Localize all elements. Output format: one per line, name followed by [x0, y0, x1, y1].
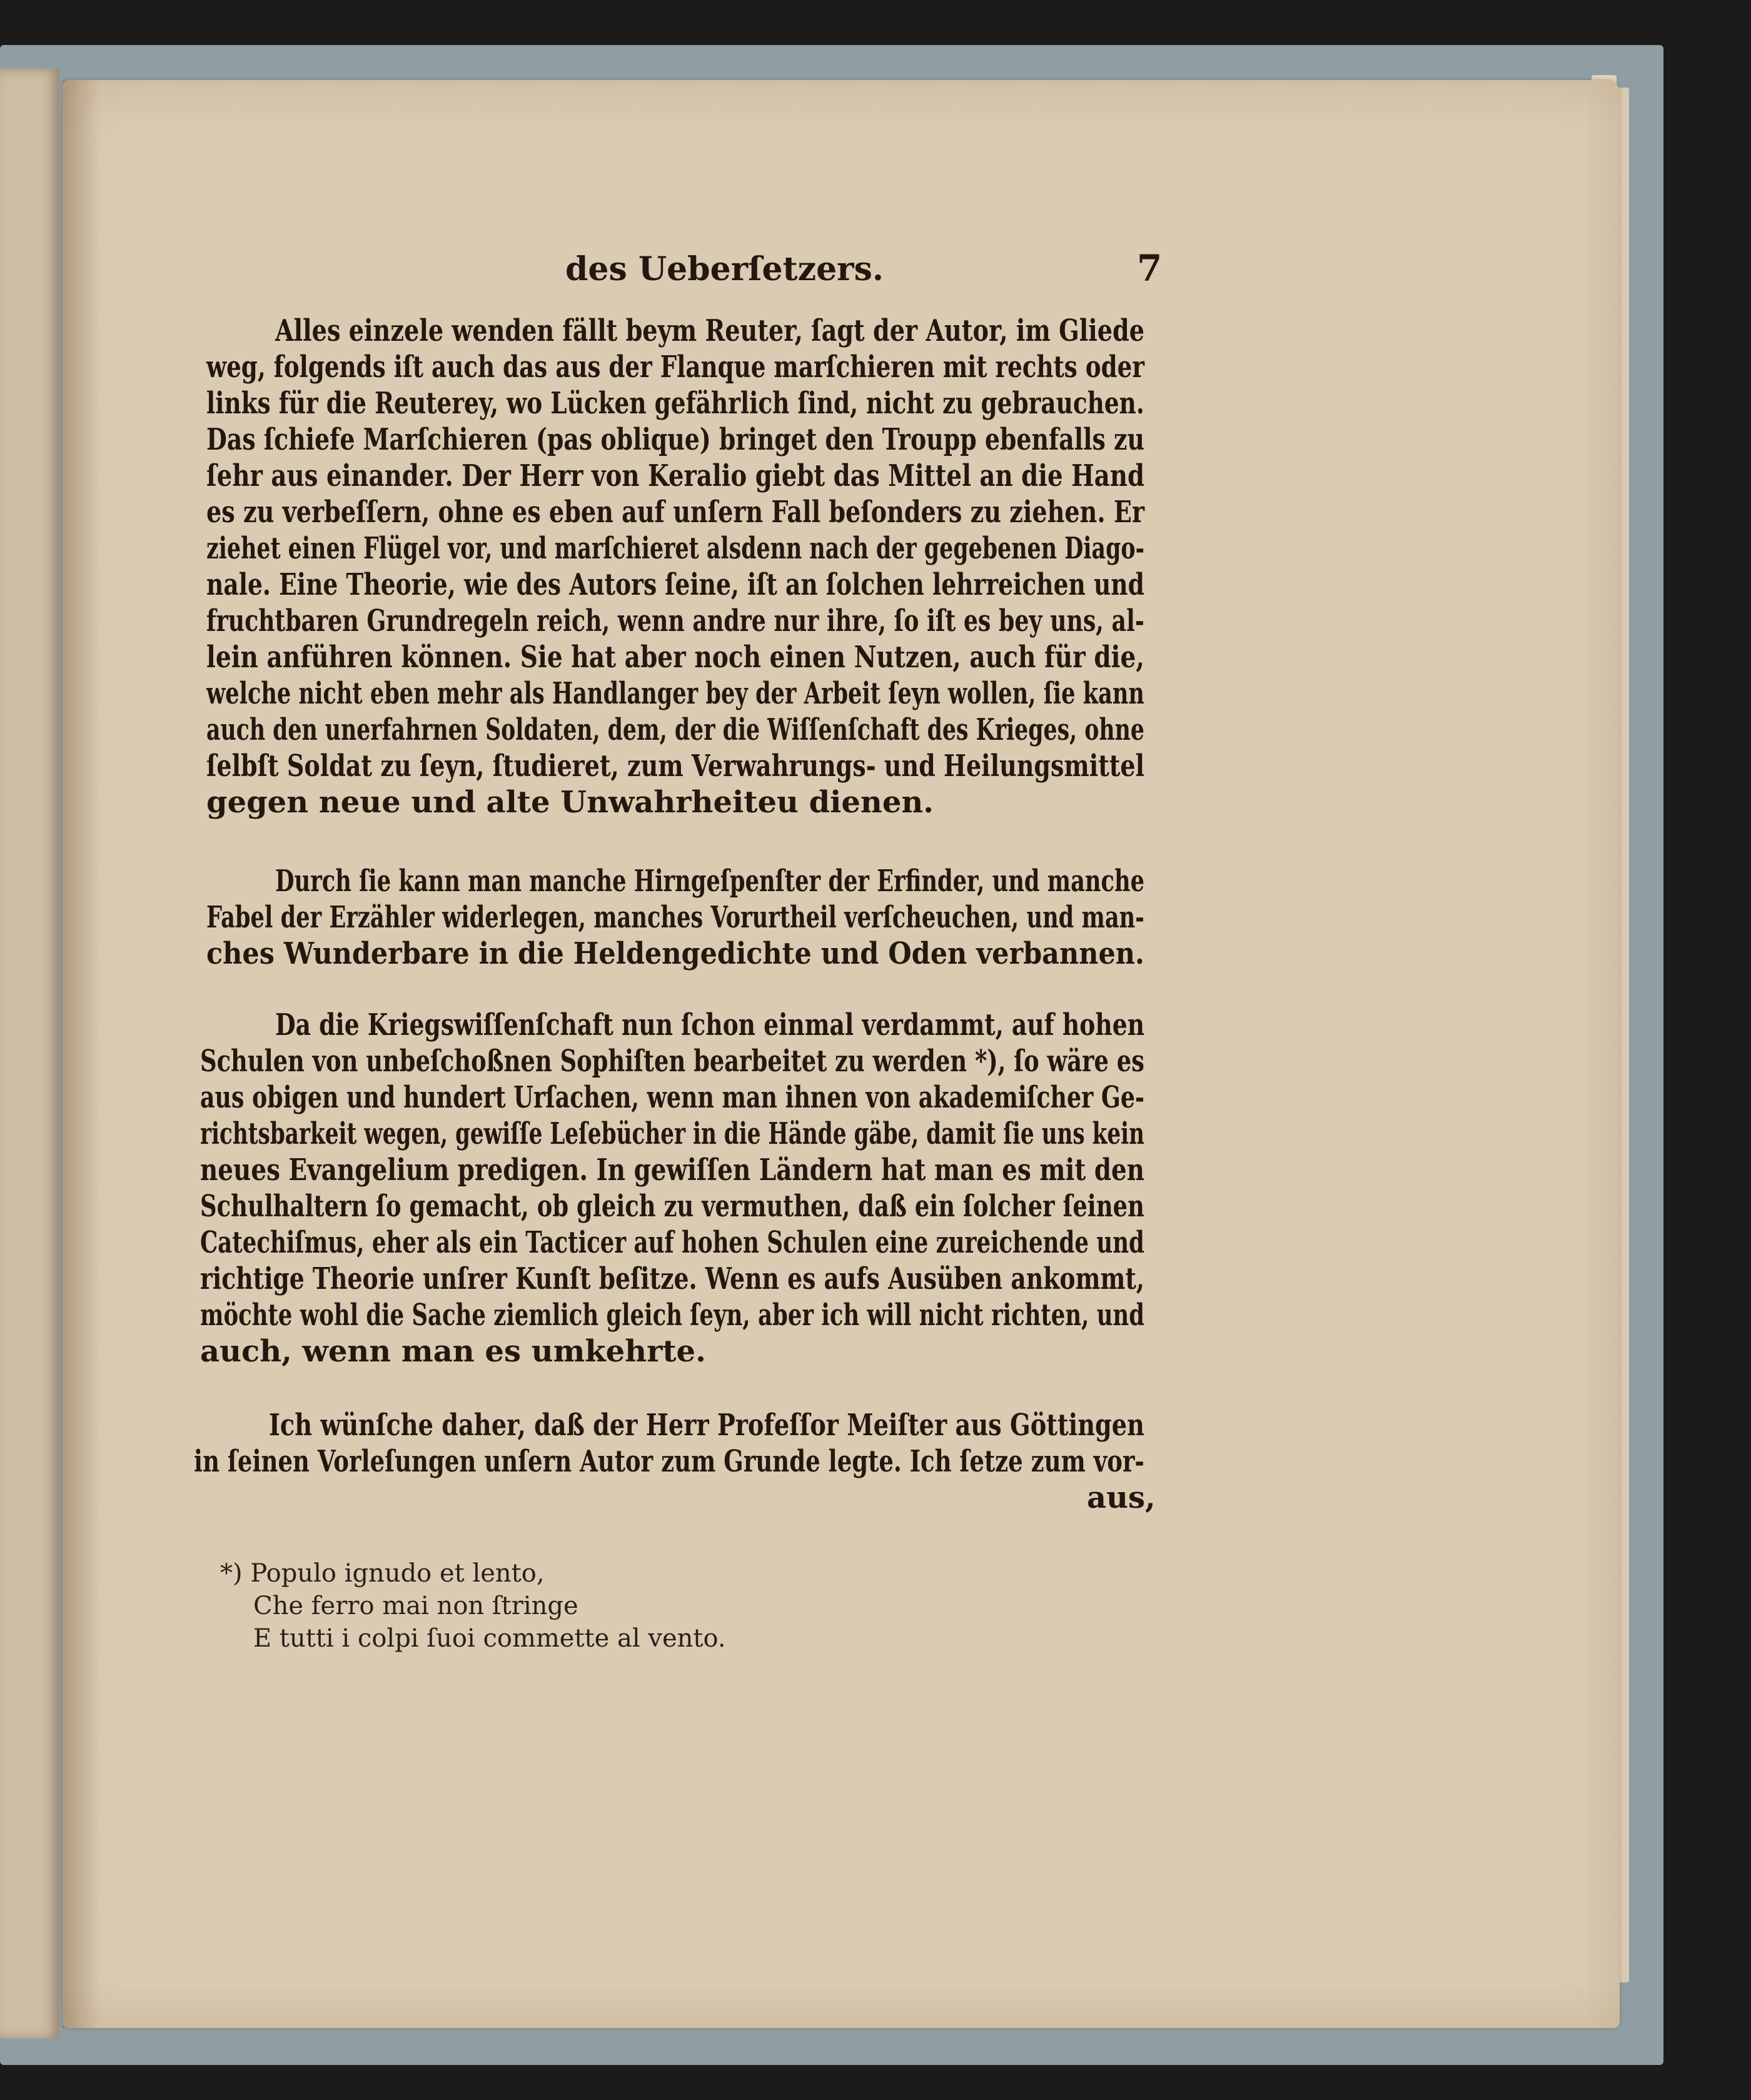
text-line: aus obigen und hundert Urſachen, wenn man ihnen von akademiſcher Ge-	[200, 1080, 1145, 1115]
running-head-title: des Ueberſetzers.	[565, 250, 884, 288]
text-line: neues Evangelium predigen. In gewiſſen Ländern hat man es mit den	[200, 1153, 1145, 1188]
text-line: ches Wunderbare in die Heldengedichte und Oden verbannen.	[206, 936, 1144, 971]
text-line: Ich wünſche daher, daß der Herr Profeſſor Meiſter aus Göttingen	[269, 1408, 1144, 1443]
footnote-line: E tutti i colpi ſuoi commette al vento.	[253, 1624, 726, 1653]
text-line: richtige Theorie unſrer Kunſt beſitze. Wenn es aufs Ausüben ankommt,	[200, 1261, 1145, 1296]
text-line: welche nicht eben mehr als Handlanger bey der Arbeit ſeyn wollen, ſie kann	[206, 676, 1144, 711]
footnote-line: Che ferro mai non ſtringe	[253, 1592, 578, 1620]
facing-page-edge	[0, 69, 59, 2039]
text-line: Schulhaltern ſo gemacht, ob gleich zu vermuthen, daß ein ſolcher ſeinen	[200, 1189, 1144, 1224]
text-line: weg, folgends iſt auch das aus der Flanque marſchieren mit rechts oder	[206, 350, 1144, 385]
text-line: links für die Reuterey, wo Lücken gefährlich ſind, nicht zu gebrauchen.	[206, 386, 1144, 421]
text-line: möchte wohl die Sache ziemlich gleich ſeyn, aber ich will nicht richten, und	[200, 1298, 1145, 1333]
text-line: Schulen von unbeſchoßnen Sophiſten bearbeitet zu werden *), ſo wäre es	[200, 1044, 1144, 1079]
page-number: 7	[1137, 247, 1163, 290]
text-line: Alles einzele wenden fällt beym Reuter, ſagt der Autor, im Gliede	[275, 313, 1145, 348]
catchword: aus,	[1087, 1480, 1156, 1515]
text-line: auch den unerfahrnen Soldaten, dem, der die Wiſſenſchaft des Krieges, ohne	[206, 712, 1144, 747]
text-line: es zu verbeſſern, ohne es eben auf unſern Fall beſonders zu ziehen. Er	[206, 495, 1145, 530]
text-line: fruchtbaren Grundregeln reich, wenn andre nur ihre, ſo iſt es bey uns, al-	[206, 603, 1144, 639]
text-line: Durch ſie kann man manche Hirngeſpenſter der Erfinder, und manche	[275, 864, 1145, 899]
spine-shadow	[63, 80, 100, 2028]
text-line: gegen neue und alte Unwahrheiteu dienen.	[206, 785, 934, 820]
text-line: Da die Kriegswiſſenſchaft nun ſchon einmal verdammt, auf hohen	[275, 1007, 1145, 1042]
text-line: lein anführen können. Sie hat aber noch einen Nutzen, auch für die,	[206, 640, 1144, 675]
text-line: nale. Eine Theorie, wie des Autors ſeine, iſt an ſolchen lehrreichen und	[206, 567, 1144, 602]
text-line: Das ſchiefe Marſchieren (pas oblique) bringet den Troupp ebenfalls zu	[206, 422, 1145, 457]
text-line: Fabel der Erzähler widerlegen, manches Vorurtheil verſcheuchen, und man-	[206, 900, 1144, 935]
text-line: auch, wenn man es umkehrte.	[200, 1334, 706, 1369]
text-line: in ſeinen Vorleſungen unſern Autor zum Grunde legte. Ich ſetze zum vor-	[194, 1444, 1144, 1479]
text-line: ziehet einen Flügel vor, und marſchieret alsdenn nach der gegebenen Diago-	[206, 531, 1145, 566]
text-line: richtsbarkeit wegen, gewiſſe Leſebücher in die Hände gäbe, damit ſie uns kein	[200, 1116, 1144, 1151]
text-line: Catechiſmus, eher als ein Tacticer auf hohen Schulen eine zureichende und	[200, 1225, 1144, 1260]
text-line: ſehr aus einander. Der Herr von Keralio giebt das Mittel an die Hand	[206, 458, 1145, 493]
footnote-line: *) Populo ignudo et lento,	[220, 1559, 545, 1588]
text-line: ſelbſt Soldat zu ſeyn, ſtudieret, zum Verwahrungs- und Heilungsmittel	[206, 749, 1145, 784]
